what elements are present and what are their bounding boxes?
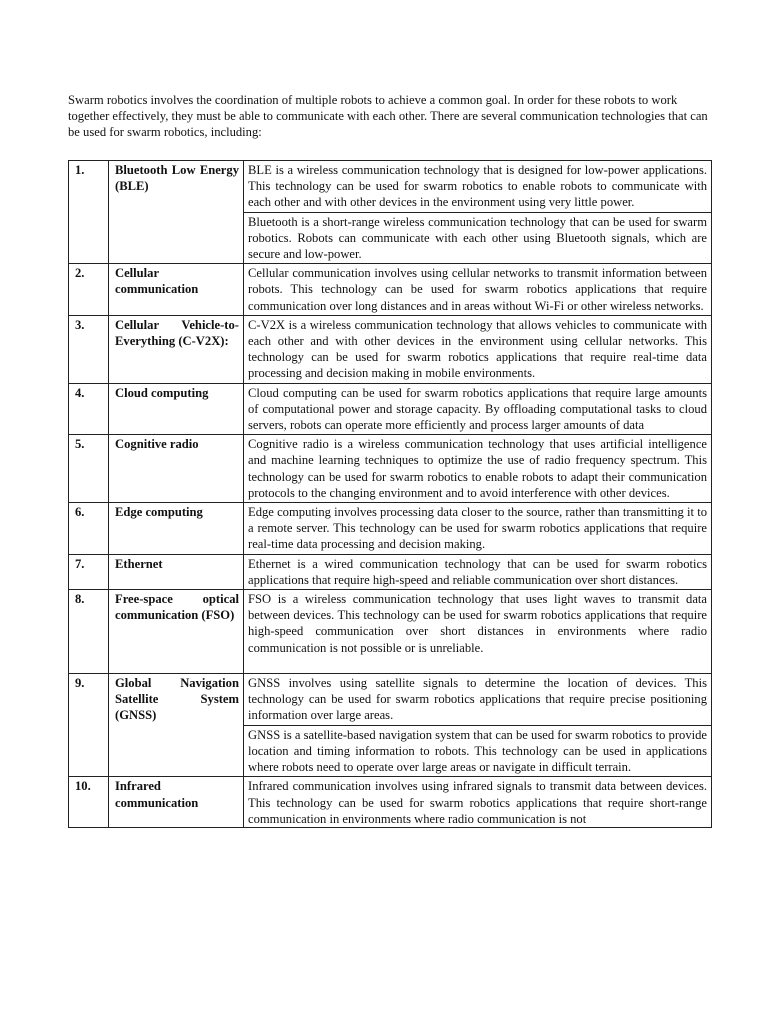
technology-description: Cellular communication involves using cellular networks to transmit information between robots. This technology can be used for swarm robotics applications that require communication over long distances and in areas without Wi-Fi or other wireless networks. [244, 264, 712, 316]
intro-paragraph: Swarm robotics involves the coordination of multiple robots to achieve a common goal. In order for these robots to work together effectively, they must be able to communicate with each other. There are several communication technologies that can be used for swarm robotics, including: [68, 93, 708, 139]
table-row [69, 315, 712, 383]
row-number: 6. [69, 503, 109, 555]
communication-technologies-table [68, 160, 712, 828]
row-number: 5. [69, 435, 109, 503]
row-number: 1. [69, 161, 109, 264]
technology-name: Free-space optical communication (FSO) [109, 590, 244, 674]
row-number: 8. [69, 590, 109, 674]
technology-name: Cellular communication [109, 264, 244, 316]
technology-name: Infrared communication [109, 777, 244, 828]
technology-description: Ethernet is a wired communication technology that can be used for swarm robotics applications that require high-speed and reliable communication over short distances. [244, 554, 712, 589]
truncated-description: Infrared communication involves using infrared signals to transmit data between devices. This technology can be used for swarm robotics applications that require short-range communication in environments where radio communication is not [248, 779, 707, 826]
row-number: 3. [69, 315, 109, 383]
table-row [69, 674, 712, 726]
table-row [69, 503, 712, 555]
technology-description: Edge computing involves processing data closer to the source, rather than transmitting it to a remote server. This technology can be used for swarm robotics applications that require real-time data processing and decision making. [244, 503, 712, 555]
table-row [69, 777, 712, 828]
technology-name: Ethernet [109, 554, 244, 589]
table-row [69, 264, 712, 316]
technology-name: Cognitive radio [109, 435, 244, 503]
technology-name: Edge computing [109, 503, 244, 555]
technology-description: FSO is a wireless communication technology that uses light waves to transmit data between devices. This technology can be used for swarm robotics applications that require high-speed communication over short distances in environments where radio communication is not possible or is unreliable. [244, 590, 712, 674]
technology-description: BLE is a wireless communication technology that is designed for low-power applications. This technology can be used for swarm robotics to enable robots to communicate with each other and with other devices in the environment using very little power. [244, 161, 712, 213]
table-row [69, 435, 712, 503]
row-number: 2. [69, 264, 109, 316]
table-row [69, 554, 712, 589]
table-row [69, 383, 712, 435]
technology-name: Bluetooth Low Energy (BLE) [109, 161, 244, 264]
technology-description [244, 777, 712, 828]
technology-description: C-V2X is a wireless communication technology that allows vehicles to communicate with each other and with other devices in the environment using cellular networks. This technology can be used for swarm robotics applications that require real-time data processing and decision making in mobile environments. [244, 315, 712, 383]
technology-description: Bluetooth is a short-range wireless communication technology that can be used for swarm robotics. Robots can communicate with each other using Bluetooth signals, which are secure and low-power. [244, 212, 712, 264]
table-row [69, 161, 712, 213]
row-number: 10. [69, 777, 109, 828]
technology-name: Cloud computing [109, 383, 244, 435]
technology-name: Cellular Vehicle-to-Everything (C-V2X): [109, 315, 244, 383]
technology-description: Cloud computing can be used for swarm robotics applications that require large amounts of computational power and storage capacity. By offloading computational tasks to cloud servers, robots can operate more efficiently and process larger amounts of data [244, 383, 712, 435]
row-number: 7. [69, 554, 109, 589]
row-number: 4. [69, 383, 109, 435]
table-row [69, 590, 712, 674]
row-number: 9. [69, 674, 109, 777]
technology-description: GNSS is a satellite-based navigation system that can be used for swarm robotics to provide location and timing information to robots. This technology can be used in applications where robots need to operate over large areas or navigate in difficult terrain. [244, 725, 712, 777]
technology-description: GNSS involves using satellite signals to determine the location of devices. This technology can be used for swarm robotics applications that require precise positioning information over large areas. [244, 674, 712, 726]
technology-description: Cognitive radio is a wireless communication technology that uses artificial intelligence and machine learning techniques to optimize the use of radio frequency spectrum. This technology can be used for swarm robotics to enable robots to adapt their communication protocols to the changing environment and to avoid interference with other devices. [244, 435, 712, 503]
technology-name: Global Navigation Satellite System (GNSS) [109, 674, 244, 777]
